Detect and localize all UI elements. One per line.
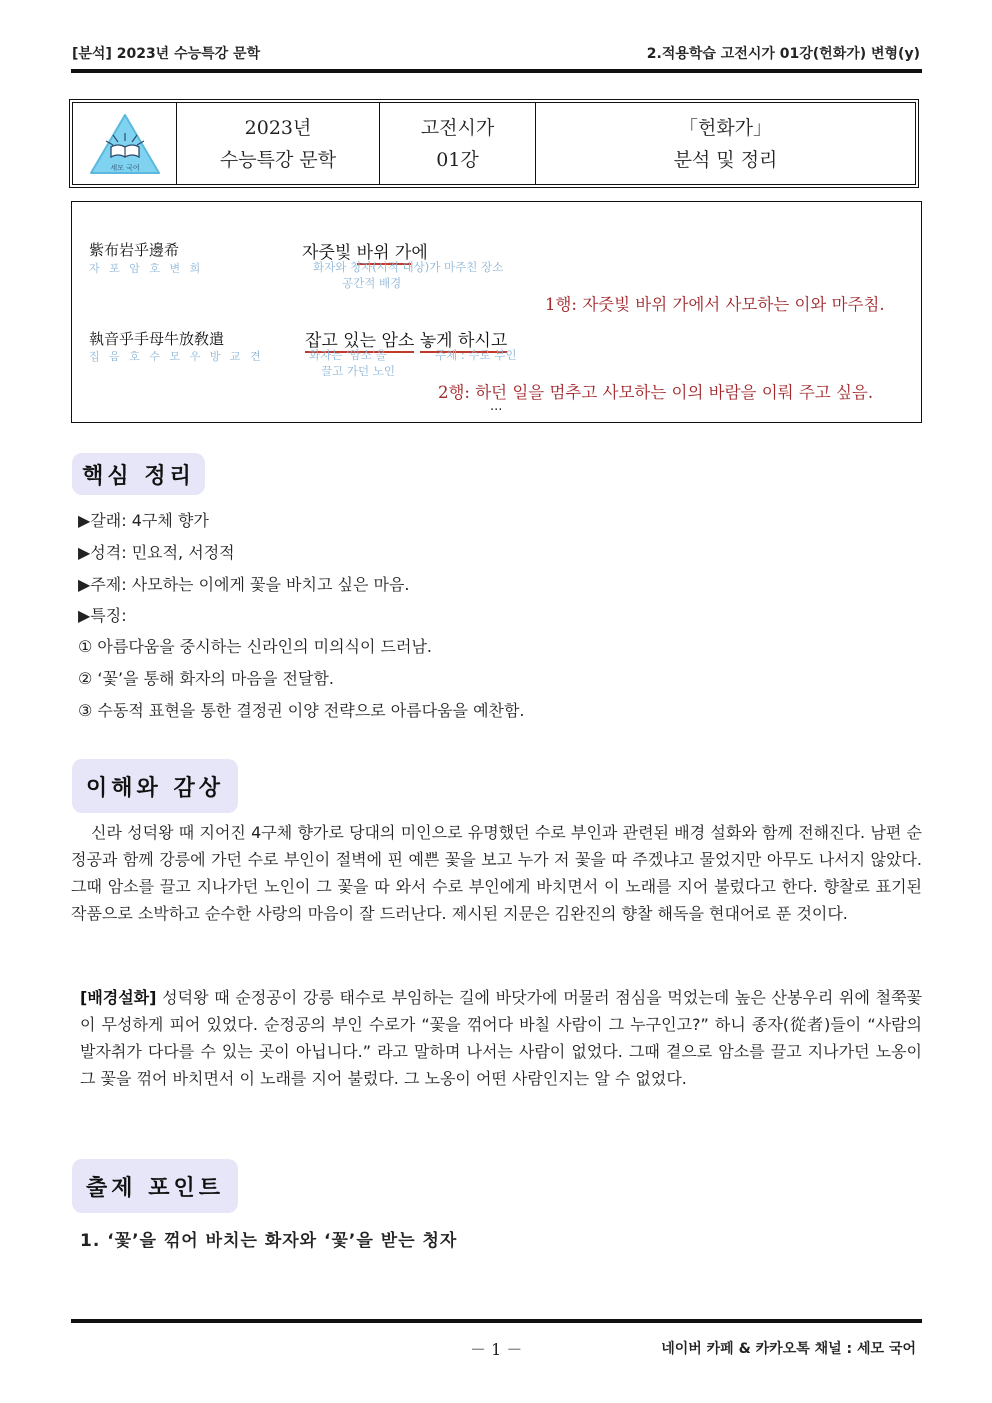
line2-reading: 집 음 호 수 모 우 방 교 견 bbox=[89, 350, 264, 363]
core-item: ② ‘꽃’을 통해 화자의 마음을 전달함. bbox=[78, 669, 334, 688]
poem-box bbox=[71, 201, 922, 423]
point-item-1: 1. ‘꽃’을 꺾어 바치는 화자와 ‘꽃’을 받는 청자 bbox=[80, 1231, 458, 1251]
footer-rule bbox=[71, 1319, 922, 1323]
core-badge: 핵심 정리 bbox=[72, 453, 205, 495]
footer-right: 네이버 카페 & 카카오톡 채널 : 세모 국어 bbox=[661, 1341, 916, 1357]
work-cell bbox=[535, 103, 915, 184]
core-item: ▶갈래: 4구체 향가 bbox=[78, 511, 209, 530]
core-item: ③ 수동적 표현을 통한 결정권 이양 전략으로 아름다움을 예찬함. bbox=[78, 701, 525, 720]
line2-modern-underline2: 놓게 하시고 bbox=[419, 331, 508, 351]
core-item: ▶주제: 사모하는 이에게 꽃을 바치고 싶은 마음. bbox=[78, 575, 410, 594]
work-line2: 분석 및 정리 bbox=[673, 148, 778, 171]
core-item: ▶특징: bbox=[78, 606, 127, 625]
year-cell bbox=[176, 103, 379, 184]
background-label: [배경설화] bbox=[80, 988, 157, 1007]
line1-note2: 공간적 배경 bbox=[342, 276, 402, 290]
line1-note1: 화자와 청자(시적 대상)가 마주친 장소 bbox=[313, 260, 504, 274]
core-item: ① 아름다움을 중시하는 신라인의 미의식이 드러남. bbox=[78, 637, 432, 656]
unit-cell bbox=[379, 103, 535, 184]
line2-summary: 2행: 하던 일을 멈추고 사모하는 이의 바람을 이뤄 주고 싶음. bbox=[438, 383, 874, 402]
line2-note1: 화자는 ‘암소’을 bbox=[309, 348, 387, 362]
background-text: 성덕왕 때 순정공이 강릉 태수로 부임하는 길에 바닷가에 머물러 점심을 먹었는데 높은 산봉우리 위에 철쭉꽃이 무성하게 피어 있었다. 순정공의 부인 수로가 “꽃을 꺾어다 바칠 사람이 그 누구인고?” 하니 종자(從者)들이 “사람의 발자취가 다다를 수 있는 곳이 아닙니다.” 라고 말하며 나서는 사람이 없었다. 그때 곁으로 암소를 끌고 지나가던 노옹이 그 꽃을 꺾어 바치면서 이 노래를 지어 불렀다. 그 노옹이 어떤 사람인지는 알 수 없었다. bbox=[80, 988, 922, 1088]
year-line2: 수능특강 문학 bbox=[219, 148, 337, 171]
appreciation-paragraph: 신라 성덕왕 때 지어진 4구체 향가로 당대의 미인으로 유명했던 수로 부인과 관련된 배경 설화와 함께 전해진다. 남편 순정공과 함께 강릉에 가던 수로 부인이 절벽에 핀 예쁜 꽃을 보고 누가 저 꽃을 따 주겠냐고 물었지만 아무도 나서지 않았다. 그때 암소를 끌고 지나가던 노인이 그 꽃을 따 와서 수로 부인에게 바치면서 이 노래를 지어 불렀다고 한다. 향찰로 표기된 작품으로 소박하고 순수한 사랑의 마음이 잘 드러난다. 제시된 지문은 김완진의 향찰 해독을 현대어로 푼 것이다. bbox=[71, 823, 922, 923]
header-left: [분석] 2023년 수능특강 문학 bbox=[72, 46, 261, 62]
book-logo-icon bbox=[87, 109, 163, 179]
points-badge: 출제 포인트 bbox=[72, 1159, 238, 1213]
line2-hanja: 執音乎手母牛放敎遣 bbox=[89, 330, 225, 348]
core-item: ▶성격: 민요적, 서정적 bbox=[78, 543, 235, 562]
line1-modern-pre: 자줏빛 bbox=[302, 243, 357, 263]
appreciation-badge: 이해와 감상 bbox=[72, 759, 238, 813]
page-number: － 1 － bbox=[470, 1340, 523, 1359]
header-rule bbox=[71, 69, 922, 73]
line1-hanja: 紫布岩乎邊希 bbox=[89, 241, 180, 259]
unit-line2: 01강 bbox=[436, 148, 479, 171]
header-right: 2.적용학습 고전시가 01강(헌화가) 변형(y) bbox=[646, 46, 920, 62]
line2-note2: 끌고 가던 노인 bbox=[321, 364, 395, 378]
unit-line1: 고전시가 bbox=[420, 116, 495, 139]
poem-ellipsis: ... bbox=[490, 399, 503, 414]
title-table bbox=[69, 99, 919, 188]
background-paragraph bbox=[71, 984, 922, 1092]
year-line1: 2023년 bbox=[244, 116, 312, 139]
logo-cell bbox=[73, 103, 176, 184]
line1-modern-post: 에 bbox=[411, 243, 428, 263]
work-line1: 「헌화가」 bbox=[678, 116, 773, 139]
line1-modern-underline: 바위 가 bbox=[356, 243, 412, 263]
line1-summary: 1행: 자줏빛 바위 가에서 사모하는 이와 마주침. bbox=[545, 295, 885, 314]
logo-caption: 세모 국어 bbox=[109, 163, 140, 172]
line1-reading: 자 포 암 호 변 희 bbox=[89, 262, 204, 275]
line2-modern-underline1: 잡고 있는 암소 bbox=[305, 331, 415, 351]
line2-note3: 주체 : 수로 부인 bbox=[435, 348, 517, 362]
